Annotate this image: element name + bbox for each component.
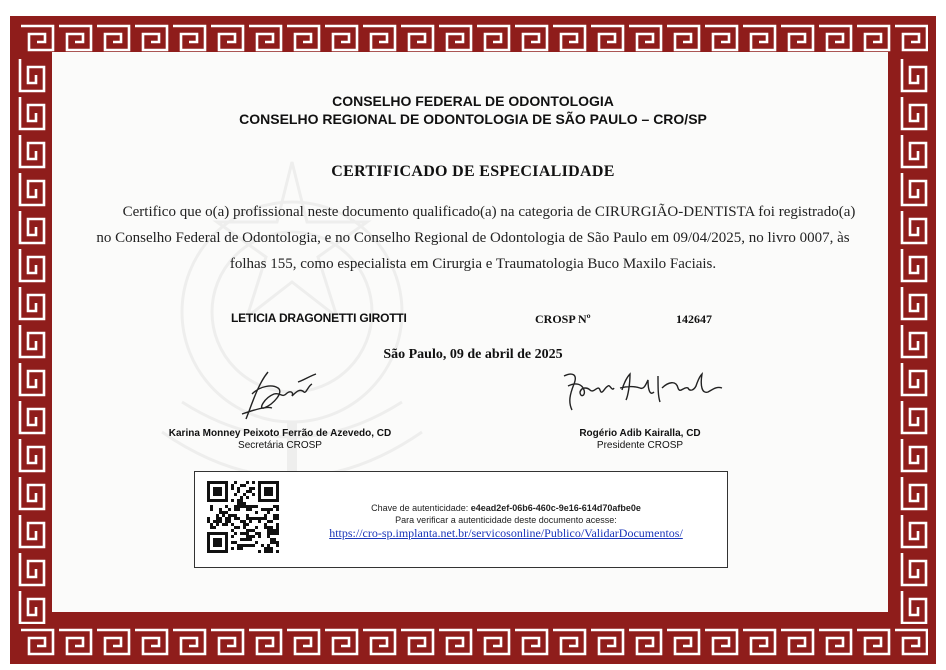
body-line-2: no Conselho Federal de Odontologia, e no Conselho Regional de Odontologia de São Paulo em 09/04/2025, no livro 0007, às bbox=[96, 230, 850, 246]
secretary-signature bbox=[238, 364, 328, 424]
holder-name: LETICIA DRAGONETTI GIROTTI bbox=[231, 311, 407, 325]
signatory-secretary bbox=[130, 428, 430, 451]
certificate-title: CERTIFICADO DE ESPECIALIDADE bbox=[331, 163, 615, 180]
authenticity-box bbox=[194, 471, 728, 568]
crosp-label: CROSP Nº bbox=[535, 312, 591, 326]
body-line-3: folhas 155, como especialista em Cirurgia e Traumatologia Buco Maxilo Faciais. bbox=[229, 256, 717, 272]
border-right bbox=[898, 56, 930, 624]
verify-link[interactable]: https://cro-sp.implanta.net.br/servicosonline/Publico/ValidarDocumentos/ bbox=[329, 526, 683, 540]
authenticity-key-label: Chave de autenticidade: bbox=[371, 503, 469, 513]
authenticity-text bbox=[291, 502, 721, 540]
president-signature bbox=[558, 366, 728, 416]
crosp-number: 142647 bbox=[676, 312, 712, 326]
verify-text: Para verificar a autenticidade deste documento acesse: bbox=[395, 515, 617, 525]
body-line-1: Certifico que o(a) profissional neste documento qualificado(a) na categoria de CIRURGIÃO-DENTISTA foi registrado(a) bbox=[122, 204, 856, 220]
issue-date: São Paulo, 09 de abril de 2025 bbox=[383, 347, 563, 362]
signatory-role: Presidente CROSP bbox=[596, 440, 684, 451]
certificate-body bbox=[66, 199, 880, 277]
council-federal-heading: CONSELHO FEDERAL DE ODONTOLOGIA bbox=[332, 93, 614, 109]
qr-code-icon[interactable] bbox=[207, 481, 279, 553]
signatory-role: Secretária CROSP bbox=[238, 440, 322, 451]
signatory-name: Karina Monney Peixoto Ferrão de Azevedo, CD bbox=[168, 428, 392, 439]
council-regional-heading: CONSELHO REGIONAL DE ODONTOLOGIA DE SÃO PAULO – CRO/SP bbox=[239, 111, 707, 127]
authenticity-key-value: e4ead2ef-06b6-460c-9e16-614d70afbe0e bbox=[470, 503, 641, 513]
signatory-name: Rogério Adib Kairalla, CD bbox=[579, 428, 701, 439]
signatory-president bbox=[500, 428, 780, 451]
authenticity-key-line bbox=[291, 502, 721, 514]
border-bottom bbox=[18, 626, 928, 658]
border-top bbox=[18, 22, 928, 54]
border-left bbox=[16, 56, 48, 624]
